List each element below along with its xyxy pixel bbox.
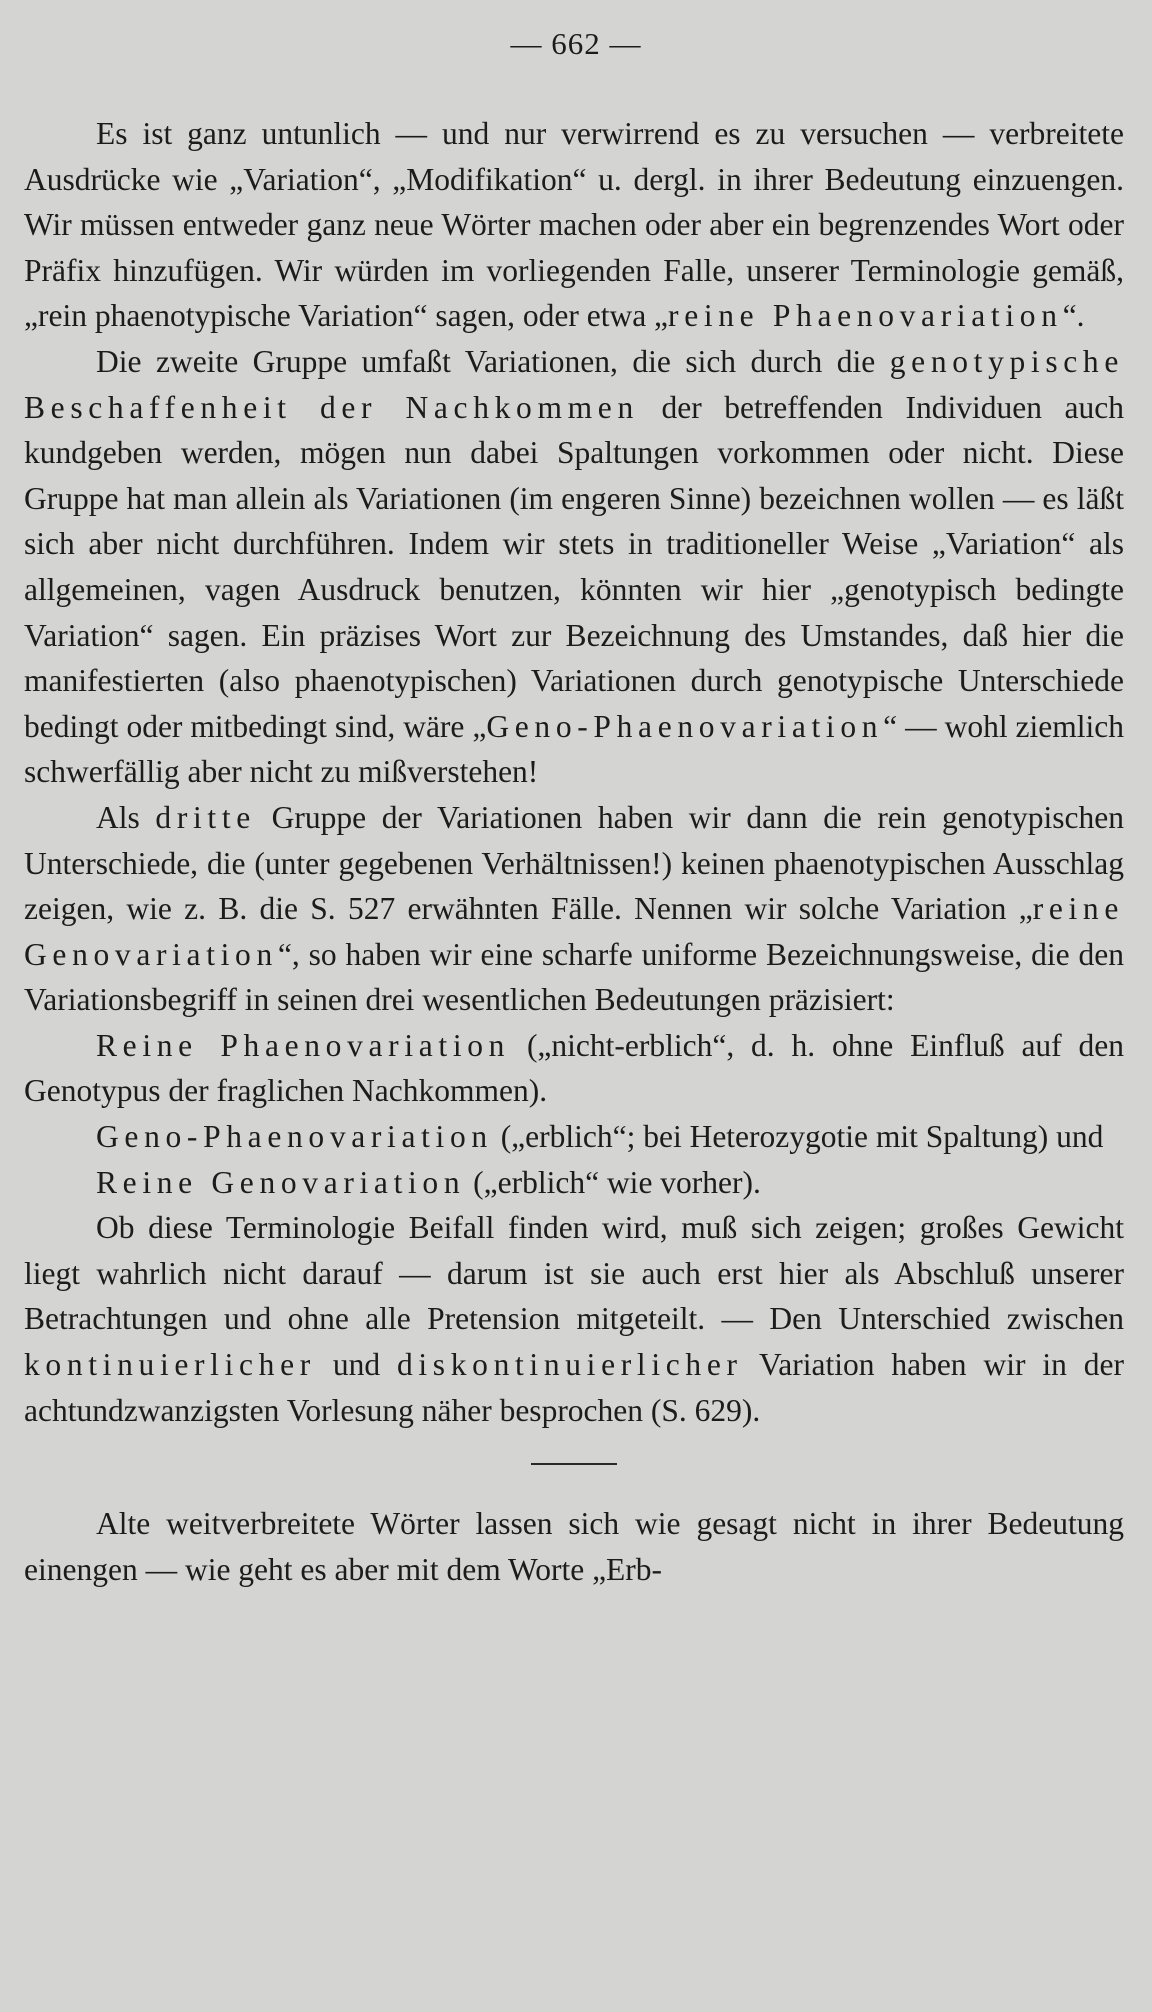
spaced-term: diskontinuierlicher [396, 1347, 743, 1383]
spaced-term: Reine Phaenovariation [96, 1027, 511, 1063]
spaced-term: kontinuierlicher [24, 1347, 316, 1383]
paragraph-2: Die zweite Gruppe umfaßt Variationen, die sich durch die genotypische Beschaffenheit der Nachkommen der betreffenden Individuen auch kundgeben werden, mögen nun dabei Spaltungen vorkommen oder nicht. Diese Gruppe hat man allein als Variationen (im engeren Sinne) bezeichnen wollen — es läßt sich aber nicht durchführen. Indem wir stets in traditioneller Weise „Variation“ als allgemeinen, vagen Ausdruck benutzen, könnten wir hier „genotypisch bedingte Variation“ sagen. Ein präzises Wort zur Bezeichnung des Umstandes, daß hier die manifestierten (also phaenotypischen) Variationen durch genotypische Unterschiede bedingt oder mitbedingt sind, wäre „Geno-Phaenovariation“ — wohl ziemlich schwerfällig aber nicht zu mißverstehen! [24, 343, 1125, 790]
spaced-term: Geno-Phaenovariation [96, 1119, 493, 1155]
spaced-term: Geno-Phaenovariation [486, 708, 884, 744]
definition-reine-phaenovariation: Reine Phaenovariation („nicht-erblich“, d. h. ohne Einfluß auf den Genotypus der fraglichen Nachkommen). [24, 1027, 1124, 1109]
page-body [24, 111, 1124, 1592]
spaced-term: genotypische Beschaffenheit der Nachkommen [24, 343, 1124, 425]
section-divider [531, 1463, 617, 1465]
paragraph-8: Alte weitverbreitete Wörter lassen sich wie gesagt nicht in ihrer Bedeutung einengen — wie geht es aber mit dem Worte „Erb- [24, 1506, 1124, 1587]
page-number: — 662 — [510, 26, 642, 61]
paragraph-7: Ob diese Terminologie Beifall finden wird, muß sich zeigen; großes Gewicht liegt wahrlich nicht darauf — darum ist sie auch erst hier als Abschluß unserer Betrachtungen und ohne alle Pretension mitgeteilt. — Den Unterschied zwischen kontinuierlicher und diskontinuierlicher Variation haben wir in der achtundzwanzigsten Vorlesung näher besprochen (S. 629). [24, 1210, 1124, 1428]
paragraph-3: Als dritte Gruppe der Variationen haben wir dann die rein genotypischen Unterschiede, die (unter gegebenen Verhältnissen!) keinen phaenotypischen Ausschlag zeigen, wie z. B. die S. 527 erwähnten Fälle. Nennen wir solche Variation „reine Genovariation“, so haben wir eine scharfe uniforme Bezeichnungsweise, die den Variationsbegriff in seinen drei wesentlichen Bedeutungen präzisiert: [24, 799, 1124, 1018]
spaced-term: reine Genovariation [24, 891, 1124, 972]
spaced-term: dritte [155, 799, 256, 835]
definition-geno-phaenovariation: Geno-Phaenovariation („erblich“; bei Heterozygotie mit Spaltung) und [96, 1119, 1104, 1155]
definition-reine-genovariation: Reine Genovariation („erblich“ wie vorher). [96, 1164, 761, 1200]
spaced-term: reine Phaenovariation [668, 298, 1063, 334]
spaced-term: Reine Genovariation [96, 1164, 466, 1200]
paragraph-1: Es ist ganz untunlich — und nur verwirrend es zu versuchen — verbreitete Ausdrücke wie „Variation“, „Modifikation“ u. dergl. in ihrer Bedeutung einzuengen. Wir müssen entweder ganz neue Wörter machen oder aber ein begrenzendes Wort oder Präfix hinzufügen. Wir würden im vorliegenden Falle, unserer Terminologie gemäß, „rein phaenotypische Variation“ sagen, oder etwa „reine Phaenovariation“. [24, 116, 1124, 334]
